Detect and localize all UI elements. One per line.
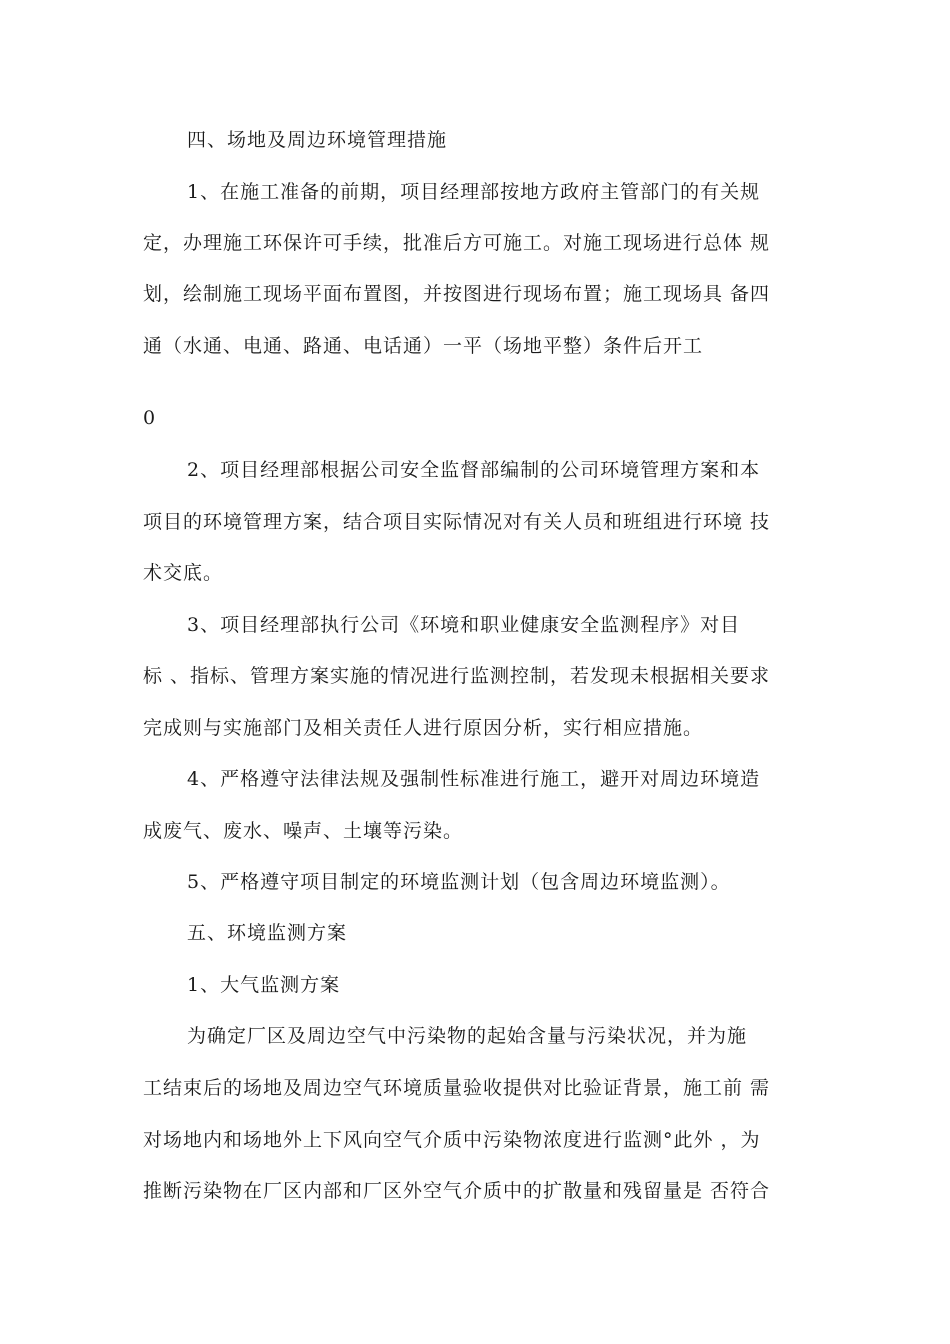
paragraph-line: 为确定厂区及周边空气中污染物的起始含量与污染状况，并为施 (187, 1025, 748, 1047)
paragraph-line: 划，绘制施工现场平面布置图，并按图进行现场布置；施工现场具 备四 (143, 283, 771, 305)
paragraph-line: 对场地内和场地外上下风向空气介质中污染物浓度进行监测°此外 ，为 (143, 1129, 761, 1151)
paragraph-line: 2、项目经理部根据公司安全监督部编制的公司环境管理方案和本 (187, 459, 761, 481)
paragraph-line: 5、严格遵守项目制定的环境监测计划（包含周边环境监测）。 (187, 871, 731, 893)
paragraph-line: 0 (143, 407, 157, 429)
paragraph-line: 4、严格遵守法律法规及强制性标准进行施工，避开对周边环境造 (187, 768, 761, 790)
paragraph-line: 推断污染物在厂区内部和厂区外空气介质中的扩散量和残留量是 否符合 (143, 1180, 771, 1202)
subsection-heading: 1、大气监测方案 (187, 974, 341, 996)
section-heading-5: 五、环境监测方案 (187, 922, 348, 944)
paragraph-line: 术交底。 (143, 562, 224, 584)
paragraph-line: 成废气、废水、噪声、土壤等污染。 (143, 820, 464, 842)
paragraph-line: 1、在施工准备的前期，项目经理部按地方政府主管部门的有关规 (187, 181, 761, 203)
paragraph-line: 定，办理施工环保许可手续，批准后方可施工。对施工现场进行总体 规 (143, 232, 771, 254)
paragraph-line: 3、项目经理部执行公司《环境和职业健康安全监测程序》对目 (187, 614, 741, 636)
paragraph-line: 项目的环境管理方案，结合项目实际情况对有关人员和班组进行环境 技 (143, 511, 771, 533)
section-heading-4: 四、场地及周边环境管理措施 (187, 129, 448, 151)
paragraph-line: 标 、指标、管理方案实施的情况进行监测控制，若发现未根据相关要求 (143, 665, 771, 687)
paragraph-line: 通（水通、电通、路通、电话通）一平（场地平整）条件后开工 (143, 335, 704, 357)
paragraph-line: 完成则与实施部门及相关责任人进行原因分析，实行相应措施。 (143, 717, 704, 739)
paragraph-line: 工结束后的场地及周边空气环境质量验收提供对比验证背景，施工前 需 (143, 1077, 771, 1099)
